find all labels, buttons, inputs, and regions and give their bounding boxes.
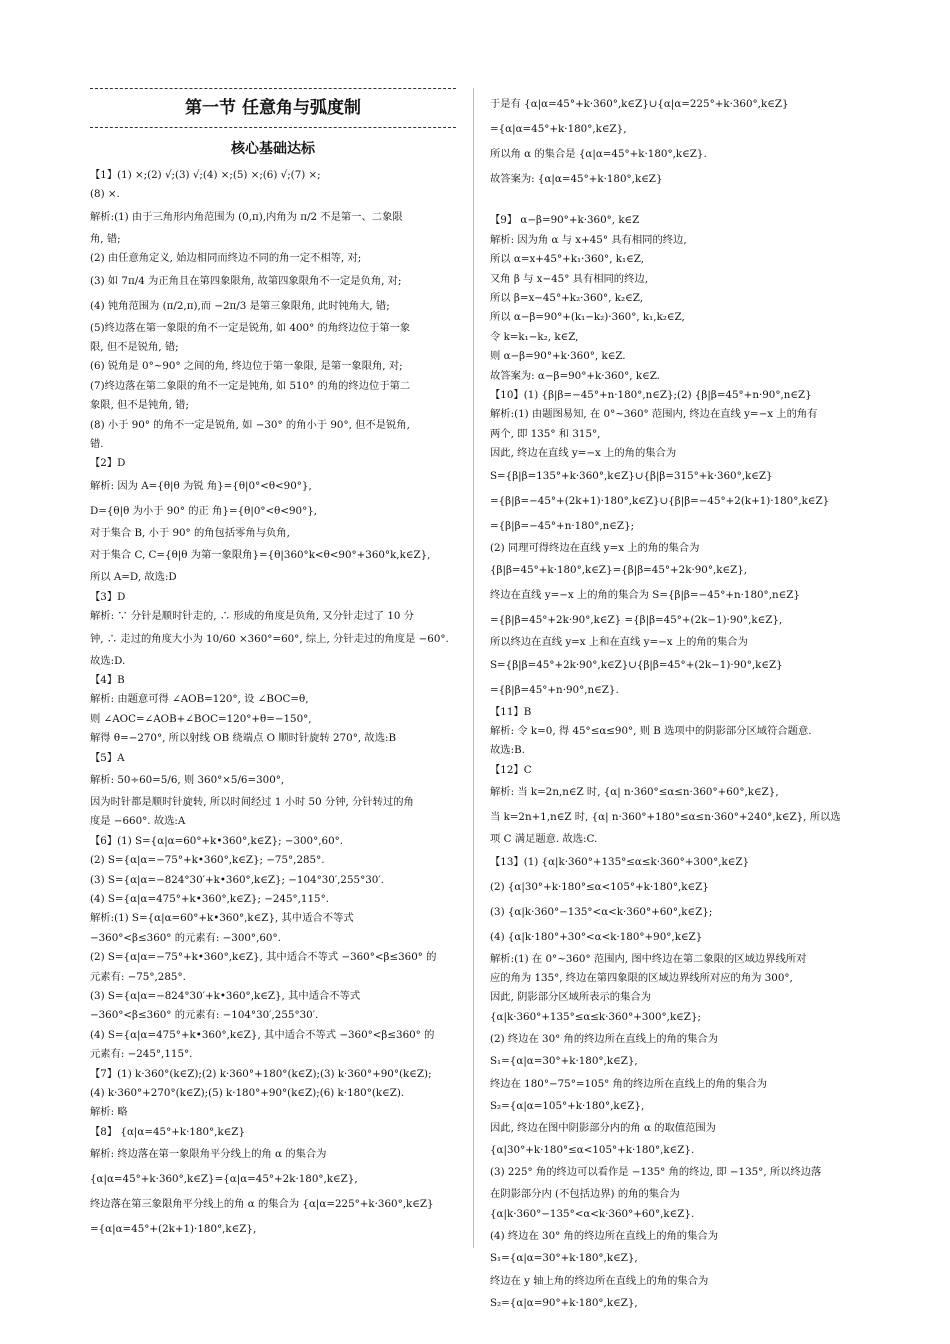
text-line: (2) S={α|α=−75°+k•360°,k∈Z}, 其中适合不等式 −360°<β≤360° 的 <box>90 951 437 964</box>
text-line: S={β|β=135°+k·360°,k∈Z}∪{β|β=315°+k·360°,k∈Z} <box>490 469 773 482</box>
text-line: 终边在直线 y=−x 上的角的集合为 S={β|β=−45°+n·180°,n∈Z} <box>490 589 800 602</box>
text-line: ={β|β=−45°+(2k+1)·180°,k∈Z}∪{β|β=−45°+2(k+1)·180°,k∈Z} <box>490 494 830 507</box>
text-line: (2) 同理可得终边在直线 y=x 上的角的集合为 <box>490 541 700 554</box>
text-line: ={β|β=45°+2k·90°,k∈Z} ={β|β=45°+(2k−1)·90°,k∈Z}, <box>490 614 783 627</box>
section-title: 第一节 任意角与弧度制 <box>185 98 361 118</box>
text-line: 解析:(1) 由题图易知, 在 0°~360° 范围内, 终边在直线 y=−x 上的角有 <box>490 408 818 421</box>
text-line: 项 C 满足题意. 故选:C. <box>490 833 598 846</box>
text-line: (4) {α|k·180°+30°<α<k·180°+90°,k∈Z} <box>490 930 703 943</box>
text-line: 解析: 终边落在第一象限角平分线上的角 α 的集合为 <box>90 1148 327 1161</box>
text-line: 解析: 50÷60=5/6, 则 360°×5/6=300°, <box>90 773 285 786</box>
text-line: (2) S={α|α=−75°+k•360°,k∈Z}; −75°,285°. <box>90 854 325 867</box>
text-line: S₂={α|α=105°+k·180°,k∈Z}, <box>490 1099 645 1112</box>
text-line: D={θ|θ 为小于 90° 的正 角}={θ|0°<θ<90°}, <box>90 504 318 517</box>
text-line: 故选:B. <box>490 744 525 757</box>
text-line: 解析: ∵ 分针是顺时针走的, ∴ 形成的角度是负角, 又分针走过了 10 分 <box>90 610 415 623</box>
text-line: −360°<β≤360° 的元素有: −300°,60°. <box>90 931 281 944</box>
text-line: 又角 β 与 x−45° 具有相同的终边, <box>490 272 648 285</box>
text-line: 度是 −660°. 故选:A <box>90 815 186 828</box>
text-line: ={β|β=45°+n·90°,n∈Z}. <box>490 683 619 696</box>
text-line: 终边在 y 轴上角的终边所在直线上的角的集合为 <box>490 1274 709 1287</box>
column-divider <box>473 88 474 1248</box>
text-line: 解析: 因为角 α 与 x+45° 具有相同的终边, <box>490 233 687 246</box>
text-line: −360°<β≤360° 的元素有: −104°30′,255°30′. <box>90 1009 319 1022</box>
text-line: ={α|α=45°+(2k+1)·180°,k∈Z}, <box>90 1223 257 1236</box>
text-line: {α|α=45°+k·360°,k∈Z}={α|α=45°+2k·180°,k∈Z}, <box>90 1173 358 1186</box>
text-line: 解得 θ=−270°, 所以射线 OB 绕端点 O 顺时针旋转 270°, 故选:B <box>90 732 397 745</box>
text-line: (3) S={α|α=−824°30′+k•360°,k∈Z}; −104°30′,255°30′. <box>90 873 384 886</box>
text-line: 【2】D <box>90 457 126 470</box>
text-line: 终边落在第三象限角平分线上的角 α 的集合为 {α|α=225°+k·360°,k∈Z} <box>90 1198 434 1211</box>
text-line: {α|30°+k·180°≤α<105°+k·180°,k∈Z}. <box>490 1143 695 1156</box>
text-line: 【7】(1) k·360°(k∈Z);(2) k·360°+180°(k∈Z);(3) k·360°+90°(k∈Z); <box>90 1067 432 1080</box>
text-line: 【12】C <box>490 763 532 776</box>
text-line: 所以 α=x+45°+k₁·360°, k₁∈Z, <box>490 253 644 266</box>
text-line: 【11】B <box>490 705 532 718</box>
text-line: 【6】(1) S={α|α=60°+k•360°,k∈Z}; −300°,60°. <box>90 834 344 847</box>
text-line: (6) 锐角是 0°~90° 之间的角, 终边位于第一象限, 是第一象限角, 对; <box>90 360 403 373</box>
text-line: (5)终边落在第一象限的角不一定是锐角, 如 400° 的角终边位于第一象 <box>90 321 411 334</box>
text-line: 角, 错; <box>90 232 121 245</box>
text-line: 钟, ∴ 走过的角度大小为 10/60 ×360°=60°, 综上, 分针走过的角度是 −60°. <box>90 632 449 645</box>
text-line: 令 k=k₁−k₂, k∈Z, <box>490 330 579 343</box>
text-line: (3) S={α|α=−824°30′+k•360°,k∈Z}, 其中适合不等式 <box>90 990 361 1002</box>
text-line: {α|k·360°+135°≤α≤k·360°+300°,k∈Z}; <box>490 1010 701 1023</box>
text-line: 因为时针都是顺时针旋转, 所以时间经过 1 小时 50 分钟, 分针转过的角 <box>90 795 414 808</box>
text-line: 因此, 终边在直线 y=−x 上的角的集合为 <box>490 447 677 460</box>
text-line: 解析: 由题意可得 ∠AOB=120°, 设 ∠BOC=θ, <box>90 693 309 706</box>
text-line: 当 k=2n+1,n∈Z 时, {α| n·360°+180°≤α≤n·360°+240°,k∈Z}, 所以选 <box>490 811 841 824</box>
text-line: 【13】(1) {α|k·360°+135°≤α≤k·360°+300°,k∈Z} <box>490 855 750 868</box>
text-line: 【8】 {α|α=45°+k·180°,k∈Z} <box>90 1125 246 1138</box>
text-line: {β|β=45°+k·180°,k∈Z}={β|β=45°+2k·90°,k∈Z}, <box>490 564 748 577</box>
text-line: 故选:D. <box>90 654 126 667</box>
text-line: 解析:(1) 由于三角形内角范围为 (0,π),内角为 π/2 不是第一、二象限 <box>90 210 403 223</box>
text-line: 【9】 α−β=90°+k·360°, k∈Z <box>490 214 640 227</box>
text-line: 解析: 因为 A={θ|θ 为锐 角}={θ|0°<θ<90°}, <box>90 479 312 492</box>
text-line: 在阴影部分内 (不包括边界) 的角的集合为 <box>490 1188 680 1201</box>
text-line: 于是有 {α|α=45°+k·360°,k∈Z}∪{α|α=225°+k·360°,k∈Z} <box>490 98 789 110</box>
text-line: 【5】A <box>90 751 125 764</box>
text-line: 解析: 当 k=2n,n∈Z 时, {α| n·360°≤α≤n·360°+60°,k∈Z}, <box>490 786 779 799</box>
left-answer-body <box>90 166 456 1242</box>
text-line: 两个, 即 135° 和 315°, <box>490 427 601 440</box>
text-line: 因此, 阴影部分区域所表示的集合为 <box>490 991 651 1004</box>
text-line: (3) {α|k·360°−135°<α<k·360°+60°,k∈Z}; <box>490 905 713 918</box>
left-column <box>90 88 456 1242</box>
text-line: S={β|β=45°+2k·90°,k∈Z}∪{β|β=45°+(2k−1)·90°,k∈Z} <box>490 658 783 671</box>
right-column <box>490 92 862 1313</box>
text-line: 终边在 180°−75°=105° 角的终边所在直线上的角的集合为 <box>490 1077 767 1090</box>
text-line: 则 ∠AOC=∠AOB+∠BOC=120°+θ=−150°, <box>90 712 312 725</box>
text-line: (2) {α|30°+k·180°≤α<105°+k·180°,k∈Z} <box>490 880 709 893</box>
text-line: 元素有: −245°,115°. <box>90 1048 193 1061</box>
text-line: ={β|β=−45°+n·180°,n∈Z}; <box>490 519 635 532</box>
text-line: (4) S={α|α=475°+k•360°,k∈Z}, 其中适合不等式 −360°<β≤360° 的 <box>90 1028 435 1041</box>
text-line: S₂={α|α=90°+k·180°,k∈Z}, <box>490 1296 638 1309</box>
text-line: 【1】(1) ×;(2) √;(3) √;(4) ×;(5) ×;(6) √;(7) ×; <box>90 169 321 181</box>
text-line: 故答案为: {α|α=45°+k·180°,k∈Z} <box>490 173 663 185</box>
bottom-dashed-rule <box>90 127 456 128</box>
text-line: 所以 A=D, 故选:D <box>90 571 177 584</box>
text-line: (4) k·360°+270°(k∈Z);(5) k·180°+90°(k∈Z);(6) k·180°(k∈Z). <box>90 1087 405 1100</box>
text-line: (4) S={α|α=475°+k•360°,k∈Z}; −245°,115°. <box>90 892 330 905</box>
text-line: {α|k·360°−135°<α<k·360°+60°,k∈Z}. <box>490 1207 695 1220</box>
text-line: 【4】B <box>90 673 125 686</box>
text-line: 所以 β=x−45°+k₂·360°, k₂∈Z, <box>490 292 643 305</box>
text-line: 【10】(1) {β|β=−45°+n·180°,n∈Z};(2) {β|β=45°+n·90°,n∈Z} <box>490 389 812 402</box>
text-line: 对于集合 B, 小于 90° 的角包括零角与负角, <box>90 526 290 539</box>
text-line: 对于集合 C, C={θ|θ 为第一象限角}={θ|360°k<θ<90°+360°k,k∈Z}, <box>90 549 431 562</box>
text-line: 解析: 略 <box>90 1106 128 1119</box>
text-line: 故答案为: α−β=90°+k·360°, k∈Z. <box>490 369 660 382</box>
text-line: 【3】D <box>90 590 126 603</box>
text-line: 应的角为 135°, 终边在第四象限的区域边界线所对应的角为 300°, <box>490 971 793 984</box>
text-line: 错. <box>90 438 104 451</box>
text-line: (4) 钝角范围为 (π/2,π),而 −2π/3 是第三象限角, 此时钝角大, 错; <box>90 299 390 312</box>
text-line: 所以角 α 的集合是 {α|α=45°+k·180°,k∈Z}. <box>490 148 707 160</box>
text-line: 因此, 终边在图中阴影部分内的角 α 的取值范围为 <box>490 1121 716 1134</box>
text-line: S₁={α|α=30°+k·180°,k∈Z}, <box>490 1252 638 1265</box>
text-line: 解析:(1) S={α|α=60°+k•360°,k∈Z}, 其中适合不等式 <box>90 912 354 925</box>
text-line: (3) 如 7π/4 为正角且在第四象限角, 故第四象限角不一定是负角, 对; <box>90 274 402 287</box>
text-line: (2) 由任意角定义, 始边相同而终边不同的角一定不相等, 对; <box>90 252 362 265</box>
text-line: 则 α−β=90°+k·360°, k∈Z. <box>490 350 626 363</box>
right-answer-body <box>490 92 862 1313</box>
text-line: (8) ×. <box>90 188 120 201</box>
text-line: S₁={α|α=30°+k·180°,k∈Z}, <box>490 1055 638 1068</box>
text-line: 限, 但不是锐角, 错; <box>90 341 179 354</box>
text-line: (4) 终边在 30° 角的终边所在直线上的角的集合为 <box>490 1230 718 1243</box>
text-line: 所以终边在直线 y=x 上和在直线 y=−x 上的角的集合为 <box>490 636 748 649</box>
text-line: 所以 α−β=90°+(k₁−k₂)·360°, k₁,k₂∈Z, <box>490 311 685 324</box>
text-line <box>490 192 862 211</box>
text-line: 解析:(1) 在 0°~360° 范围内, 图中终边在第二象限的区域边界线所对 <box>490 952 807 965</box>
text-line: (7)终边落在第二象限的角不一定是钝角, 如 510° 的角的终边位于第二 <box>90 379 411 392</box>
text-line: 解析: 令 k=0, 得 45°≤α≤90°, 则 B 选项中的阴影部分区域符合题意. <box>490 724 812 737</box>
text-line: 元素有: −75°,285°. <box>90 970 186 983</box>
section-subtitle: 核心基础达标 <box>231 141 315 157</box>
text-line: (8) 小于 90° 的角不一定是锐角, 如 −30° 的角小于 90°, 但不是锐角, <box>90 418 410 431</box>
text-line: 象限, 但不是钝角, 错; <box>90 399 189 412</box>
text-line: (3) 225° 角的终边可以看作是 −135° 角的终边, 即 −135°, 所以终边落 <box>490 1166 822 1179</box>
text-line: ={α|α=45°+k·180°,k∈Z}, <box>490 123 627 135</box>
text-line: (2) 终边在 30° 角的终边所在直线上的角的集合为 <box>490 1033 718 1046</box>
